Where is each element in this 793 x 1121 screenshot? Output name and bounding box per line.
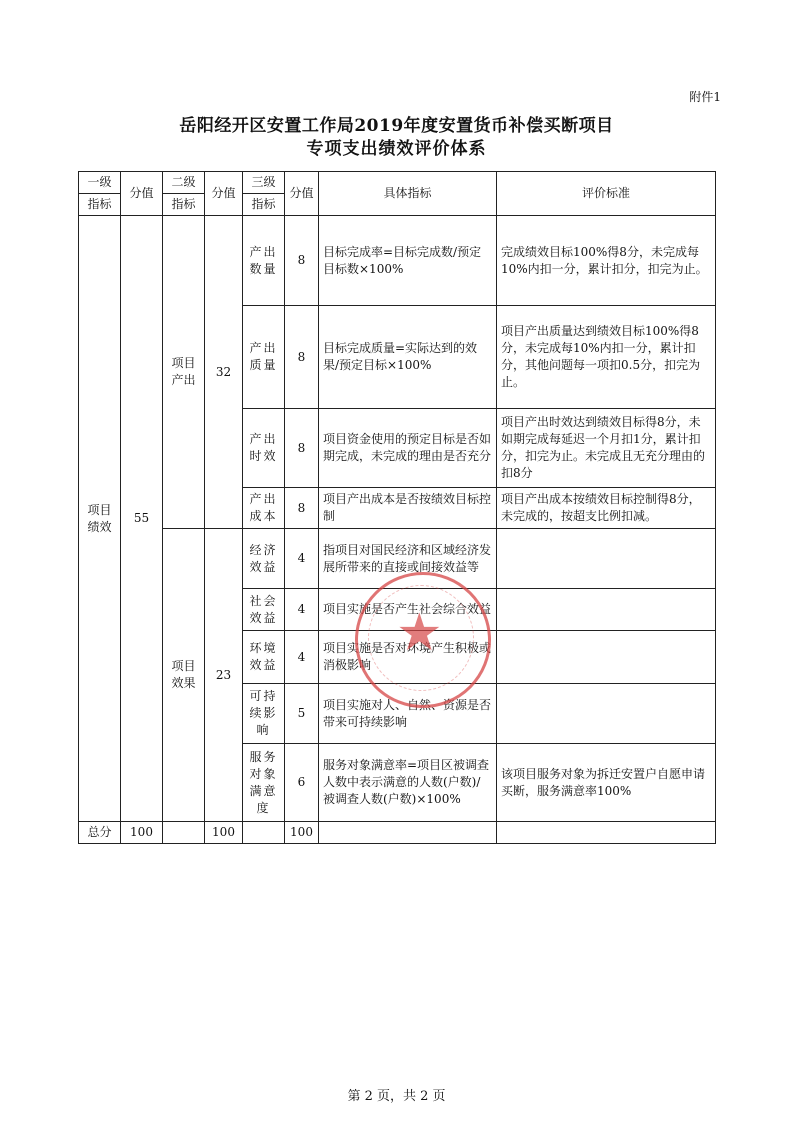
standard-text: 项目产出质量达到绩效目标100%得8分，未完成每10%内扣一分，累计扣分，其他问题每一项扣0.5分，扣完为止。 [497,306,716,409]
level3-name: 社会 效益 [243,589,285,631]
level2-effect: 项目 效果 [163,529,205,822]
indicator-text: 项目实施对人、自然、资源是否带来可持续影响 [319,684,497,744]
level3-name: 产出 质量 [243,306,285,409]
level3-score: 8 [285,488,319,529]
level3-score: 8 [285,409,319,488]
level3-score: 4 [285,589,319,631]
level3-score: 8 [285,216,319,306]
document-title: 岳阳经开区安置工作局2019年度安置货币补偿买断项目 [179,116,614,136]
level2-effect-score: 23 [205,529,243,822]
header-level1-top: 一级 [79,172,121,194]
total-row [79,822,716,844]
standard-text: 该项目服务对象为拆迁安置户自愿申请买断，服务满意率100% [497,744,716,822]
level2-output-score: 32 [205,216,243,529]
header-level2-bottom: 指标 [163,194,205,216]
header-row-top [79,172,716,194]
table-row [79,216,716,306]
level3-name: 服务 对象 满意 度 [243,744,285,822]
total-score3: 100 [285,822,319,844]
header-level3-bottom: 指标 [243,194,285,216]
indicator-text: 目标完成率=目标完成数/预定目标数×100% [319,216,497,306]
header-standard: 评价标准 [497,172,716,216]
level2-output: 项目 产出 [163,216,205,529]
total-score2: 100 [205,822,243,844]
level3-score: 4 [285,529,319,589]
total-label: 总分 [79,822,121,844]
indicator-text: 项目实施是否对环境产生积极或消极影响 [319,631,497,684]
level3-name: 环境 效益 [243,631,285,684]
total-empty-cell [163,822,205,844]
total-empty-cell [243,822,285,844]
level3-score: 5 [285,684,319,744]
header-level2-top: 二级 [163,172,205,194]
document-subtitle: 专项支出绩效评价体系 [306,139,487,159]
standard-text [497,684,716,744]
total-score1: 100 [121,822,163,844]
table-row [79,529,716,589]
page-number: 第 2 页，共 2 页 [347,1089,446,1104]
level3-score: 8 [285,306,319,409]
attachment-label: 附件1 [689,90,721,104]
header-score2: 分值 [205,172,243,216]
level3-name: 可持 续影 响 [243,684,285,744]
indicator-text: 目标完成质量=实际达到的效果/预定目标×100% [319,306,497,409]
indicator-text: 项目产出成本是否按绩效目标控制 [319,488,497,529]
indicator-text: 项目资金使用的预定目标是否如期完成，未完成的理由是否充分 [319,409,497,488]
standard-text: 完成绩效目标100%得8分，未完成每10%内扣一分，累计扣分，扣完为止。 [497,216,716,306]
level3-score: 4 [285,631,319,684]
header-score1: 分值 [121,172,163,216]
evaluation-table [78,171,716,844]
header-level3-top: 三级 [243,172,285,194]
level1-score: 55 [121,216,163,822]
standard-text [497,631,716,684]
standard-text: 项目产出时效达到绩效目标得8分，未如期完成每延迟一个月扣1分，累计扣分，扣完为止。未完成且无充分理由的扣8分 [497,409,716,488]
standard-text [497,529,716,589]
total-empty-cell [319,822,497,844]
level3-name: 经济 效益 [243,529,285,589]
header-score3: 分值 [285,172,319,216]
level3-score: 6 [285,744,319,822]
level3-name: 产出 数量 [243,216,285,306]
indicator-text: 项目实施是否产生社会综合效益 [319,589,497,631]
indicator-text: 指项目对国民经济和区域经济发展所带来的直接或间接效益等 [319,529,497,589]
standard-text: 项目产出成本按绩效目标控制得8分，未完成的，按超支比例扣减。 [497,488,716,529]
header-level1-bottom: 指标 [79,194,121,216]
total-empty-cell [497,822,716,844]
level3-name: 产出 时效 [243,409,285,488]
indicator-text: 服务对象满意率=项目区被调查人数中表示满意的人数(户数)/被调查人数(户数)×100% [319,744,497,822]
seal-star-icon: ★ [396,603,443,663]
header-indicator: 具体指标 [319,172,497,216]
level3-name: 产出 成本 [243,488,285,529]
standard-text [497,589,716,631]
level1-indicator: 项目 绩效 [79,216,121,822]
